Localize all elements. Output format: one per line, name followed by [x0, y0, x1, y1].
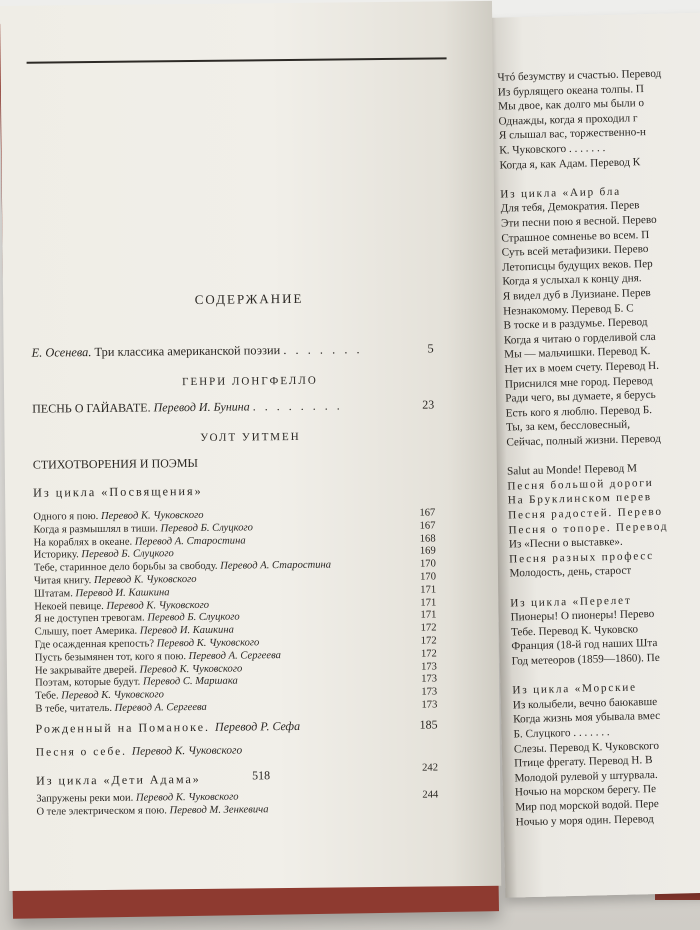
entry-translator: Перевод И. Кашкина	[75, 587, 170, 600]
entry-translator: Перевод К. Чуковского	[93, 573, 197, 587]
toc-song-self	[36, 741, 438, 759]
entry-translator: Перевод Б. Слуцкого	[147, 611, 240, 624]
right-page-line: Из «Песни о выставке».	[508, 535, 623, 551]
entry-page: 173	[421, 699, 438, 711]
entry-page: 173	[421, 686, 438, 698]
entry-title: В тебе, читатель.	[35, 702, 112, 715]
entry-title: Пусть безымянен тот, кого я пою.	[34, 650, 187, 664]
intro-author: Е. Осенева.	[31, 345, 92, 360]
entry-title: Штатам.	[34, 588, 73, 600]
right-page-line: К. Чуковского . . . . . . .	[499, 142, 606, 157]
pomanok-page: 185	[419, 717, 438, 732]
entry-title: Я не доступен тревогам.	[34, 612, 145, 626]
entry-title: На кораблях в океане.	[33, 536, 133, 549]
entry-page: 171	[420, 597, 437, 609]
right-page-line: Я слышал вас, торжественно-н	[498, 126, 647, 143]
entry-translator: Перевод М. Зенкевича	[169, 804, 269, 817]
right-page-line: Я видел дуб в Луизиане. Перев	[502, 287, 651, 303]
entry-page: 171	[420, 584, 437, 596]
entry-page: 170	[420, 571, 437, 583]
right-page-line: Незнакомому. Перевод Б. С	[503, 302, 634, 318]
right-page-line: Молодость, день, старост	[509, 564, 632, 580]
page-number: 518	[251, 768, 271, 783]
right-page-line: Летописцы будущих веков. Пер	[501, 257, 653, 274]
entry-translator: Перевод А. Старостина	[134, 535, 246, 548]
entry-title: Тебе, старинное дело борьбы за свободу.	[33, 560, 218, 574]
right-page-line: Однажды, когда я проходил г	[498, 112, 638, 128]
right-page-line: Слезы. Перевод К. Чуковского	[513, 739, 660, 756]
right-page-line: Чтó безумству и счастью. Перевод	[497, 67, 662, 84]
entry-translator: Перевод Б. Слуцкого	[81, 548, 174, 561]
section-subtitle: СТИХОТВОРЕНИЯ И ПОЭМЫ	[32, 455, 198, 472]
entry-title: Читая книгу.	[33, 575, 92, 587]
entry-title: Где осажденная крепость?	[34, 638, 155, 651]
entry-page: 167	[419, 507, 436, 519]
cycle-adam	[36, 762, 439, 788]
entry-page: 167	[419, 520, 436, 532]
toc-intro	[32, 341, 434, 359]
right-page-line: В тоске и в раздумье. Перевод	[503, 316, 648, 332]
entry-translator: Перевод К. Чуковского	[156, 637, 260, 650]
right-page-line: Страшное сомненье во всем. П	[501, 228, 650, 245]
entry-translator: Перевод К. Чуковского	[61, 689, 164, 702]
right-page	[484, 12, 700, 898]
song-self-title: Песня о себе.	[35, 745, 128, 759]
right-page-line: Птице фрегату. Перевод Н. В	[514, 754, 653, 770]
entry-translator: Перевод А. Сергеева	[114, 701, 207, 714]
right-page-line: Из цикла «Перелет	[510, 594, 632, 610]
right-page-line: Из колыбели, вечно баюкавше	[512, 695, 658, 712]
entry-translator: Перевод А. Сергеева	[188, 649, 281, 662]
cycle-dedications: Из цикла «Посвящения»	[33, 483, 203, 500]
right-page-line: Франция (18-й год наших Шта	[511, 637, 658, 653]
entry-title: Некоей певице.	[34, 600, 104, 613]
entry-translator: Перевод К. Чуковского	[106, 599, 210, 612]
right-page-line: Мы — мальчишки. Перевод К.	[504, 345, 651, 361]
entry-title: О теле электрическом я пою.	[36, 805, 167, 818]
hiawatha-translator: Перевод И. Бунина	[153, 399, 250, 415]
entry-page: 244	[422, 789, 439, 801]
right-page-line: Есть кого я люблю. Перевод Б.	[505, 403, 653, 420]
pomanok-title: Рожденный на Поманоке.	[35, 719, 211, 736]
right-page-line: Ради чего, вы думаете, я берусь	[505, 389, 656, 405]
entry-page: 168	[419, 533, 436, 545]
section-author-whitman: УОЛТ УИТМЕН	[200, 430, 301, 444]
right-page-line: Песня о топоре. Перевод	[508, 520, 669, 537]
entry-page: 173	[420, 661, 437, 673]
right-page-line: Молодой рулевой у штурвала.	[514, 768, 658, 785]
right-page-line: Из бурлящего океана толпы. П	[497, 82, 645, 99]
toc-pomanok	[35, 717, 437, 735]
entry-translator: Перевод К. Чуковского	[100, 509, 204, 522]
page-title: СОДЕРЖАНИЕ	[194, 290, 304, 307]
right-page-line: На Бруклинском перев	[507, 491, 653, 507]
right-page-line: Мир под морской водой. Пере	[515, 797, 659, 814]
right-page-line: Ты, за кем, бессловесный,	[505, 418, 631, 434]
intro-title: Три классика американской поэзии	[94, 343, 281, 360]
right-page-line: Из цикла «Аир бла	[500, 185, 622, 201]
right-page-line: Salut au Monde! Перевод М	[506, 462, 638, 478]
entry-title: Поэтам, которые будут.	[35, 676, 141, 690]
entry-page: 169	[419, 545, 436, 558]
left-page	[0, 1, 501, 891]
entry-title: Запружены реки мои.	[36, 792, 134, 805]
entry-page: 172	[420, 622, 437, 634]
entry-translator: Перевод С. Маршака	[142, 675, 238, 688]
entry-page: 172	[420, 648, 437, 660]
intro-dots: . . . . . . .	[283, 342, 363, 358]
entry-page: 172	[420, 635, 437, 647]
hiawatha-page: 23	[422, 397, 435, 412]
right-page-line: Из цикла «Морские	[512, 681, 638, 697]
entry-translator: Перевод К. Чуковского	[139, 663, 243, 676]
right-page-line: Год метеоров (1859—1860). Пе	[511, 651, 660, 668]
right-page-line: Ночью у моря один. Перевод	[515, 812, 654, 829]
right-page-line: Тебе. Перевод К. Чуковско	[510, 623, 639, 639]
entry-title: Одного я пою.	[33, 510, 99, 523]
entry-translator: Перевод А. Старостина	[220, 559, 332, 572]
entry-title: Слышу, поет Америка.	[34, 625, 138, 638]
right-page-line: Когда жизнь моя убывала вмес	[513, 710, 661, 726]
right-page-line: Приснился мне город. Перевод	[504, 374, 653, 391]
song-self-translator: Перевод К. Чуковского	[131, 744, 243, 758]
right-page-line: Песня большой дороги	[507, 476, 654, 493]
right-page-line: Для тебя, Демократия. Перев	[500, 199, 640, 216]
song-self-page: 242	[422, 762, 439, 774]
right-page-line: Ночью на морском берегу. Пе	[514, 783, 657, 799]
entry-title: Не закрывайте дверей.	[34, 664, 138, 677]
right-page-line: Песня радостей. Перево	[508, 505, 664, 522]
right-page-line: Когда я читаю о горделивой сла	[503, 330, 656, 347]
right-page-line: Когда я услыхал к концу дня.	[502, 272, 642, 289]
header-rule	[27, 57, 447, 63]
right-page-line: Эти песни пою я весной. Перево	[500, 213, 657, 230]
entry-translator: Перевод К. Чуковского	[135, 791, 239, 804]
right-page-line: Пионеры! О пионеры! Перево	[510, 608, 655, 624]
right-page-line: Б. Слуцкого . . . . . . .	[513, 726, 610, 741]
hiawatha-dots: . . . . . . . .	[252, 398, 343, 414]
pomanok-translator: Перевод Р. Сефа	[214, 718, 301, 734]
entry-translator: Перевод Б. Слуцкого	[160, 522, 253, 535]
hiawatha-title: ПЕСНЬ О ГАЙАВАТЕ.	[32, 400, 151, 416]
entry-translator: Перевод И. Кашкина	[139, 624, 234, 637]
right-page-line: Нет их в моем счету. Перевод Н.	[504, 359, 660, 376]
section-author-longfellow: ГЕНРИ ЛОНГФЕЛЛО	[182, 374, 318, 389]
cycle-adam-label: Из цикла «Дети Адама»	[36, 771, 201, 788]
toc-hiawatha	[32, 397, 434, 415]
right-page-line: Когда я, как Адам. Перевод К	[499, 155, 641, 172]
right-page-line: Суть всей метафизики. Перево	[501, 243, 649, 259]
intro-page: 5	[427, 341, 434, 356]
entry-page: 171	[420, 609, 437, 622]
right-page-line: Песня разных професс	[509, 549, 655, 566]
entry-title: Тебе.	[35, 690, 59, 702]
right-page-line: Сейчас, полный жизни. Перевод	[506, 432, 661, 449]
entry-page: 170	[419, 558, 436, 570]
right-page-line: Мы двое, как долго мы были о	[498, 97, 645, 113]
entry-title: Историку.	[33, 549, 79, 562]
entry-page: 173	[421, 673, 438, 686]
entry-title: Когда я размышлял в тиши.	[33, 523, 158, 536]
